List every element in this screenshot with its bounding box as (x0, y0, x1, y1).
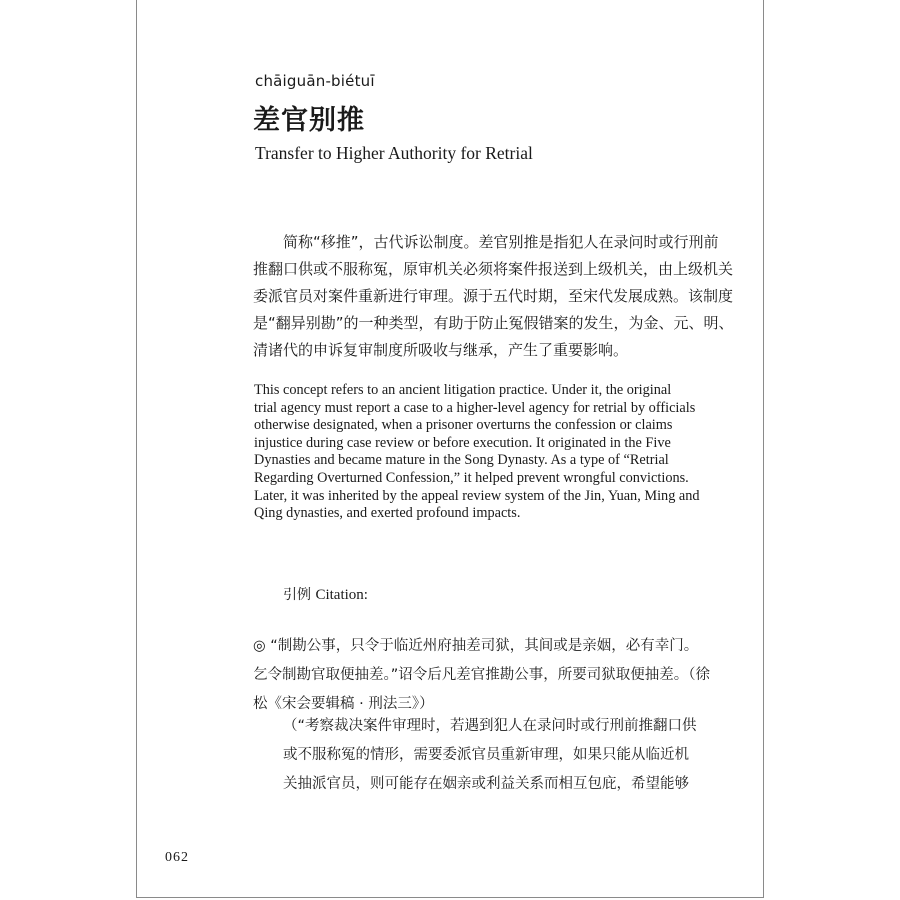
citation-translation (283, 712, 703, 799)
citation-translation-line: 关抽派官员，则可能存在姻亲或利益关系而相互包庇，希望能够 (283, 776, 689, 792)
page-number: 062 (165, 850, 189, 865)
citation-translation-line: （“考察裁决案件审理时，若遇到犯人在录问时或行刑前推翻口供 (283, 718, 697, 734)
definition-chinese-line: 是“翻异别勘”的一种类型，有助于防止冤假错案的发生，为金、元、明、 (253, 314, 734, 332)
definition-english-line: Qing dynasties, and exerted profound impacts. (254, 505, 521, 522)
citation-quote-line: 松《宋会要辑稿 · 刑法三》） (253, 696, 434, 712)
definition-english-line: otherwise designated, when a prisoner overturns the confession or claims (254, 417, 673, 434)
citation-quote-line: 乞令制勘官取便抽差。”诏令后凡差官推勘公事，所要司狱取便抽差。（徐 (253, 667, 711, 683)
definition-english-line: Dynasties and became mature in the Song Dynasty. As a type of “Retrial (254, 452, 669, 469)
definition-english-line: This concept refers to an ancient litigation practice. Under it, the original (254, 382, 672, 398)
citation-translation-line: 或不服称冤的情形，需要委派官员重新审理，如果只能从临近机 (283, 747, 689, 763)
definition-english (254, 382, 700, 523)
definition-english-line: injustice during case review or before execution. It originated in the Five (254, 434, 671, 451)
definition-chinese (253, 229, 734, 364)
citation-label-english: Citation: (315, 587, 368, 603)
citation-quote (253, 632, 711, 719)
definition-english-line: Regarding Overturned Confession,” it helped prevent wrongful convictions. (254, 469, 689, 486)
citation-heading (283, 584, 368, 604)
definition-english-line: Later, it was inherited by the appeal review system of the Jin, Yuan, Ming and (254, 487, 700, 504)
citation-quote-line: ◎ “制勘公事，只令于临近州府抽差司狱，其间或是亲姻，必有幸门。 (253, 638, 699, 654)
citation-label-chinese: 引例 (283, 587, 311, 603)
definition-chinese-line: 委派官员对案件重新进行审理。源于五代时期，至宋代发展成熟。该制度 (253, 287, 734, 305)
entry-title-english: Transfer to Higher Authority for Retrial (255, 143, 533, 163)
definition-english-line: trial agency must report a case to a higher-level agency for retrial by officials (254, 399, 696, 416)
entry-title-chinese: 差官别推 (253, 105, 365, 136)
entry-pinyin: chāiguān-biétuī (255, 72, 375, 90)
definition-chinese-line: 简称“移推”，古代诉讼制度。差官别推是指犯人在录问时或行刑前 (283, 233, 719, 251)
book-page (136, 0, 764, 898)
definition-chinese-line: 清诸代的申诉复审制度所吸收与继承，产生了重要影响。 (253, 341, 629, 359)
definition-chinese-line: 推翻口供或不服称冤，原审机关必须将案件报送到上级机关，由上级机关 (253, 260, 734, 278)
